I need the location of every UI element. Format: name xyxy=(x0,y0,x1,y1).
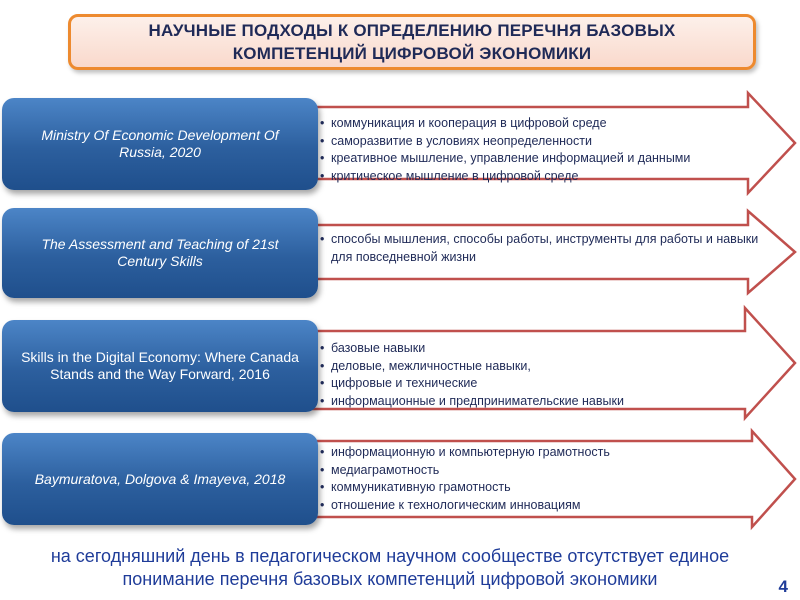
source-box-4 xyxy=(2,433,318,525)
source-box-3 xyxy=(2,320,318,412)
list-item: • информационные и предпринимательские навыки xyxy=(320,393,624,411)
source-box-1 xyxy=(2,98,318,190)
source-label-4: Baymuratova, Dolgova & Imayeva, 2018 xyxy=(34,470,286,487)
list-item: • коммуникативную грамотность xyxy=(320,479,610,497)
list-item: • деловые, межличностные навыки, xyxy=(320,358,624,376)
list-item: • саморазвитие в условиях неопределенности xyxy=(320,133,690,151)
slide-title xyxy=(68,14,756,70)
source-label-2: The Assessment and Teaching of 21st Century Skills xyxy=(41,236,279,269)
slide-title-line-1: НАУЧНЫЕ ПОДХОДЫ К ОПРЕДЕЛЕНИЮ ПЕРЕЧНЯ БАЗОВЫХ xyxy=(148,21,676,40)
competency-list-2 xyxy=(320,231,775,266)
competency-list-3 xyxy=(320,340,624,410)
competency-list-4 xyxy=(320,444,610,514)
list-item: • креативное мышление, управление информацией и данными xyxy=(320,150,690,168)
list-item: • коммуникация и кооперация в цифровой среде xyxy=(320,115,690,133)
slide-title-line-2: КОМПЕТЕНЦИЙ ЦИФРОВОЙ ЭКОНОМИКИ xyxy=(232,44,592,63)
footer-conclusion: на сегодняшний день в педагогическом научном сообществе отсутствует единое понимание перечня базовых компетенций цифровой экономики xyxy=(50,546,730,589)
page-number: 4 xyxy=(778,577,788,596)
list-item: • цифровые и технические xyxy=(320,375,624,393)
list-item: • базовые навыки xyxy=(320,340,624,358)
source-label-1: Ministry Of Economic Development Of Russia, 2020 xyxy=(41,127,279,160)
list-item: • отношение к технологическим инновациям xyxy=(320,497,610,515)
competency-list-1 xyxy=(320,115,690,185)
source-box-2 xyxy=(2,208,318,298)
list-item: • информационную и компьютерную грамотность xyxy=(320,444,610,462)
list-item: • медиаграмотность xyxy=(320,462,610,480)
list-item: • критическое мышление в цифровой среде xyxy=(320,168,690,186)
source-label-3: Skills in the Digital Economy: Where Canada Stands and the Way Forward, 2016 xyxy=(21,349,299,382)
list-item: • способы мышления, способы работы, инструменты для работы и навыки для повседневной жизни xyxy=(320,231,775,266)
